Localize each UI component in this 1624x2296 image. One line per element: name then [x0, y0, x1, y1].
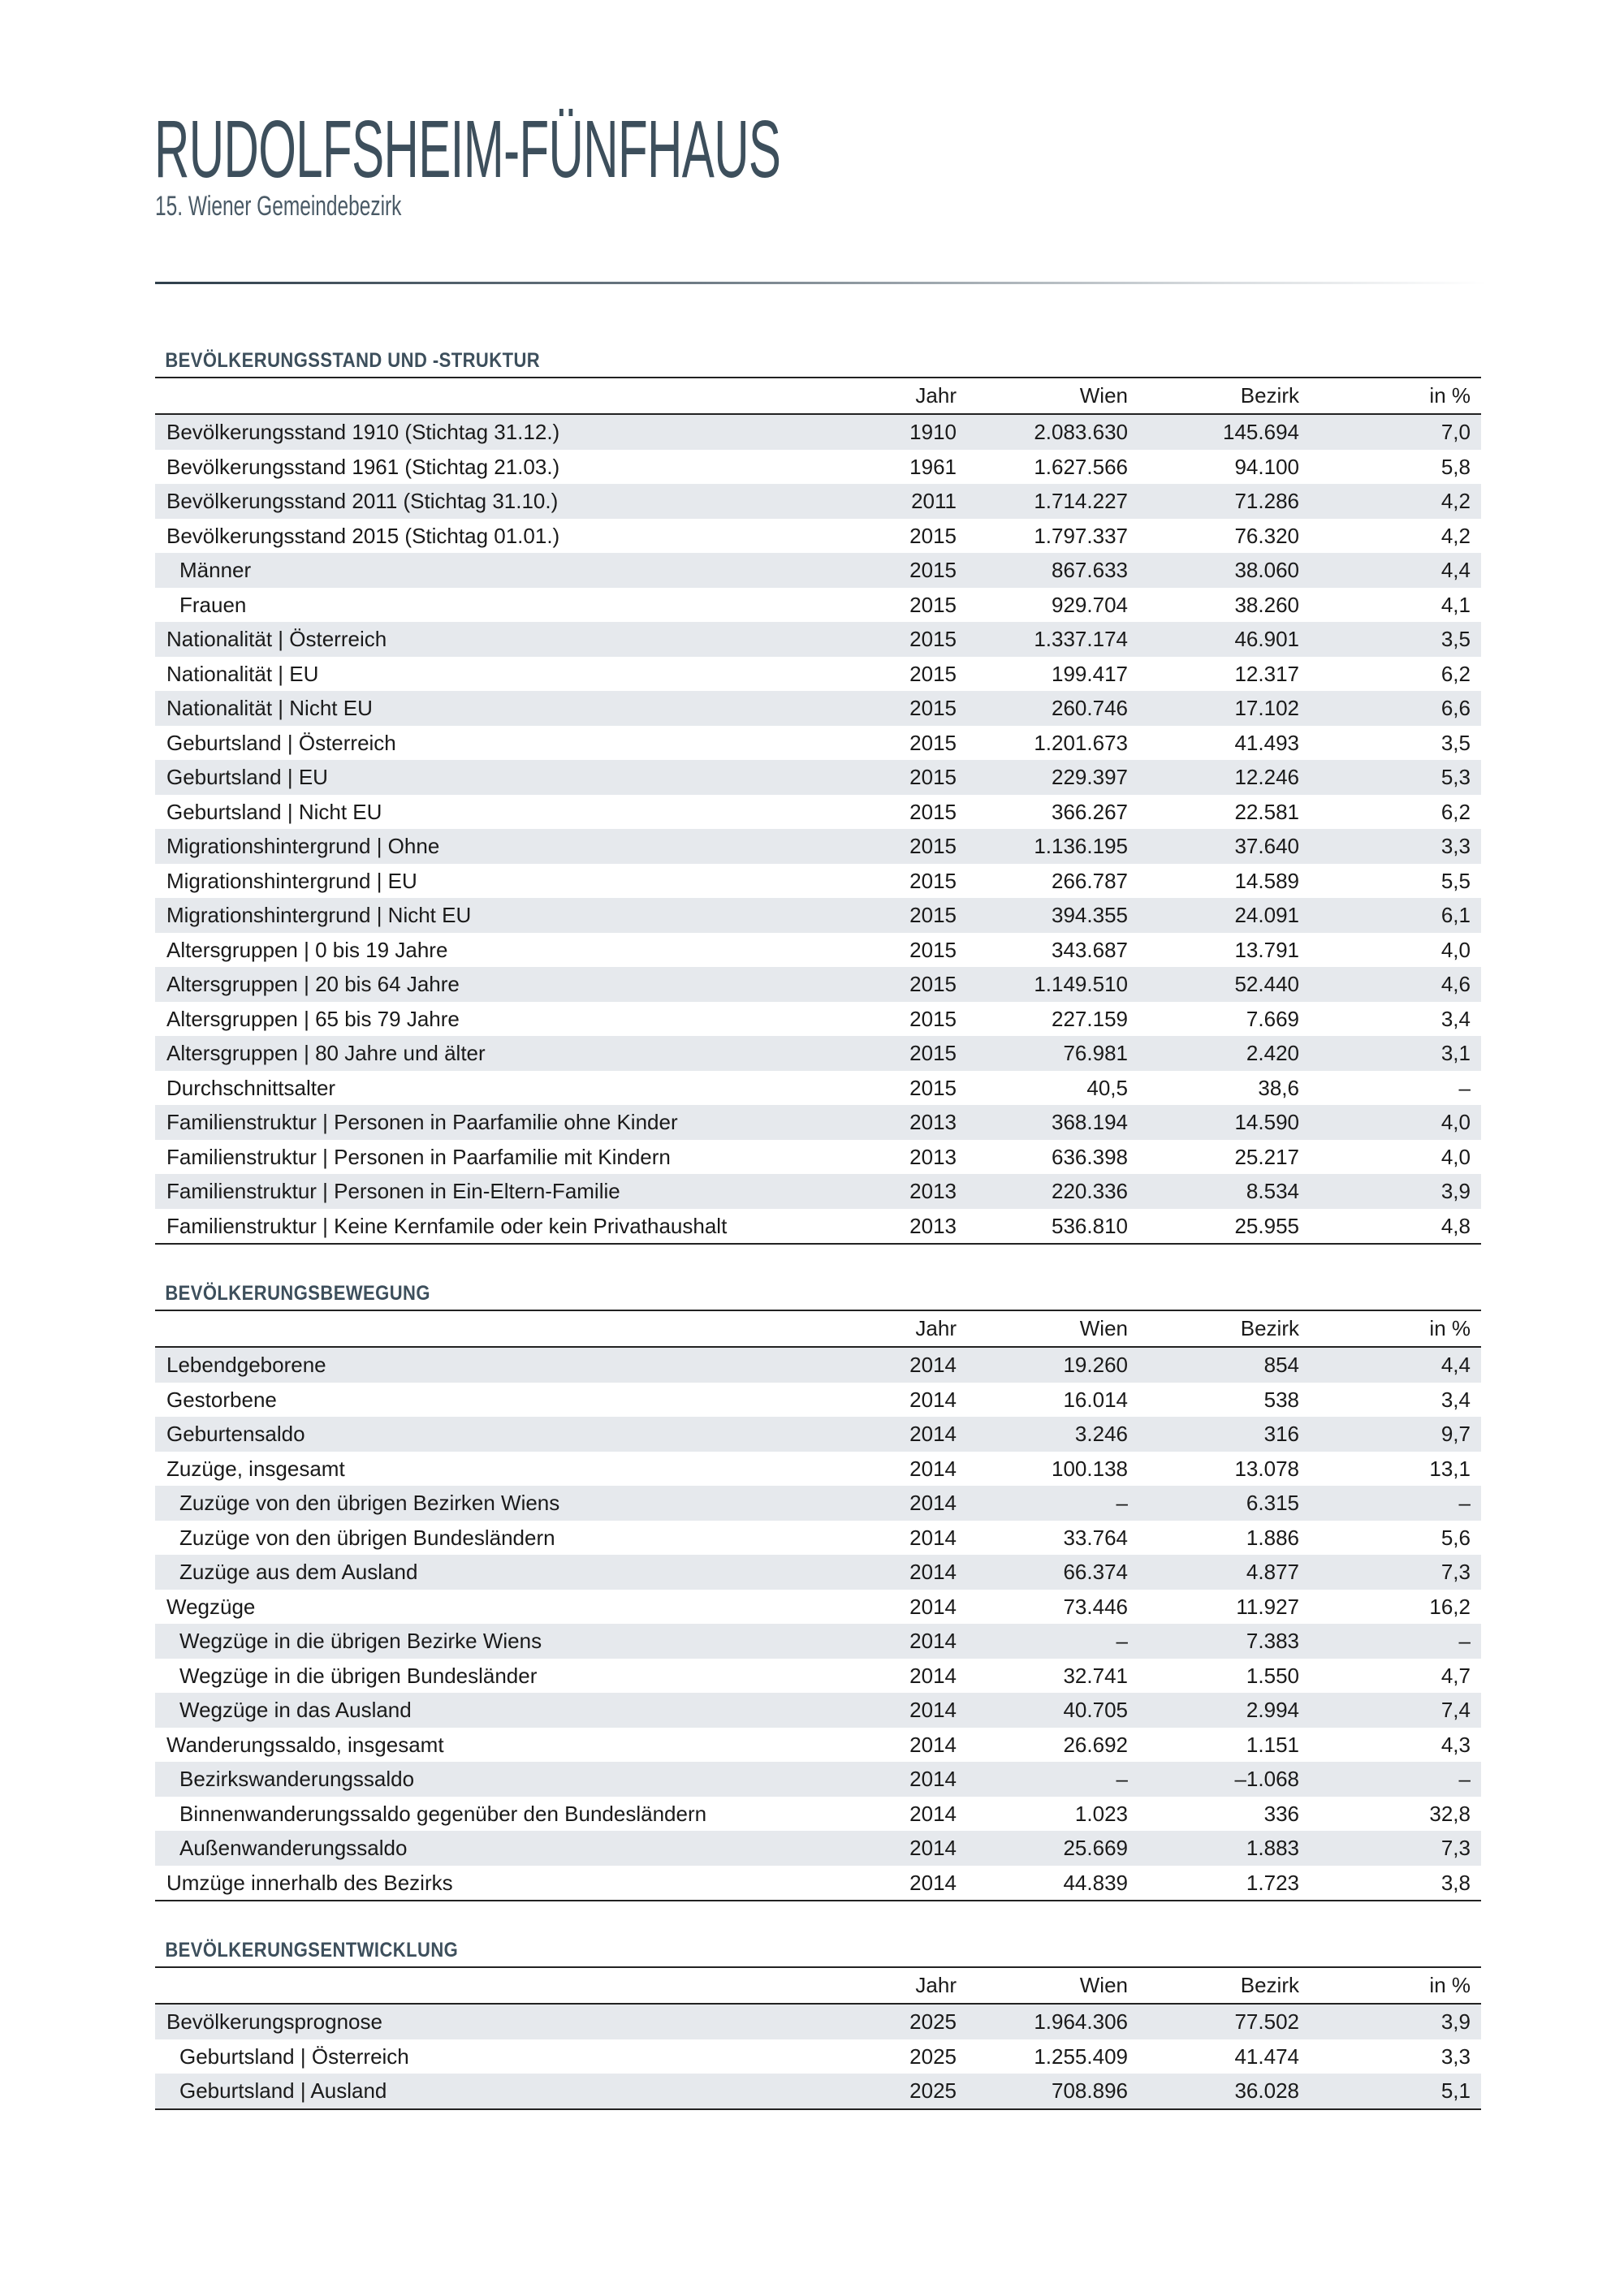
cell-year: 2015 — [909, 627, 957, 651]
cell-percent: 7,0 — [1440, 420, 1471, 444]
cell-bezirk: 52.440 — [1234, 972, 1299, 996]
row-label: Familienstruktur | Personen in Paarfamilie ohne Kinder — [166, 1110, 678, 1134]
row-label: Altersgruppen | 0 bis 19 Jahre — [166, 937, 448, 962]
table-row — [155, 1209, 1481, 1244]
row-label: Frauen — [179, 592, 247, 617]
cell-bezirk: 12.317 — [1234, 661, 1299, 686]
cell-percent: 32,8 — [1429, 1801, 1471, 1826]
section-0 — [155, 349, 1481, 1245]
row-label: Migrationshintergrund | EU — [166, 868, 417, 893]
cell-year: 2014 — [909, 1422, 957, 1446]
cell-year: 2014 — [909, 1663, 957, 1688]
column-header-wien: Wien — [1079, 1316, 1128, 1340]
cell-percent: 4,2 — [1440, 523, 1471, 548]
cell-wien: 199.417 — [1052, 661, 1128, 686]
cell-year: 2014 — [909, 1870, 957, 1895]
table-row — [155, 450, 1481, 485]
section-title: BEVÖLKERUNGSENTWICKLUNG — [165, 1939, 459, 1962]
cell-percent: 5,8 — [1440, 454, 1471, 479]
row-label: Wanderungssaldo, insgesamt — [166, 1732, 444, 1757]
cell-bezirk: 6.315 — [1246, 1491, 1299, 1515]
cell-bezirk: 13.791 — [1234, 937, 1299, 962]
cell-wien: 73.446 — [1063, 1594, 1128, 1619]
table-row — [155, 1728, 1481, 1763]
cell-percent: 3,8 — [1440, 1870, 1471, 1895]
cell-wien: 366.267 — [1052, 799, 1128, 824]
cell-percent: 4,0 — [1440, 1110, 1471, 1134]
cell-bezirk: 41.474 — [1234, 2044, 1299, 2069]
cell-percent: 3,5 — [1440, 730, 1471, 755]
table-row — [155, 484, 1481, 519]
cell-wien: 229.397 — [1052, 765, 1128, 789]
cell-wien: 1.255.409 — [1034, 2044, 1128, 2069]
row-label: Bevölkerungsprognose — [166, 2009, 382, 2034]
cell-wien: 16.014 — [1063, 1387, 1128, 1412]
cell-percent: 5,6 — [1440, 1525, 1471, 1550]
cell-percent: 3,9 — [1440, 1179, 1471, 1203]
cell-percent: 6,2 — [1440, 799, 1471, 824]
cell-percent: 6,1 — [1440, 903, 1471, 927]
cell-bezirk: 36.028 — [1234, 2078, 1299, 2103]
table-row — [155, 967, 1481, 1002]
cell-wien: 66.374 — [1063, 1560, 1128, 1584]
cell-year: 2014 — [909, 1456, 957, 1481]
cell-percent: – — [1458, 1767, 1471, 1791]
row-label: Bevölkerungsstand 2011 (Stichtag 31.10.) — [166, 489, 559, 513]
table-row — [155, 1521, 1481, 1556]
cell-year: 2015 — [909, 558, 957, 582]
cell-year: 2025 — [909, 2078, 957, 2103]
row-label: Bevölkerungsstand 1961 (Stichtag 21.03.) — [166, 454, 560, 479]
cell-bezirk: 145.694 — [1223, 420, 1299, 444]
table-row — [155, 2074, 1481, 2108]
table-row — [155, 2039, 1481, 2074]
cell-percent: 9,7 — [1440, 1422, 1471, 1446]
table-row — [155, 1659, 1481, 1694]
cell-bezirk: 1.550 — [1246, 1663, 1299, 1688]
cell-wien: 260.746 — [1052, 696, 1128, 720]
cell-year: 2015 — [909, 523, 957, 548]
cell-percent: 6,6 — [1440, 696, 1471, 720]
table-row — [155, 1555, 1481, 1590]
table-header — [155, 1311, 1481, 1348]
cell-wien: 368.194 — [1052, 1110, 1128, 1134]
row-label: Geburtsland | EU — [166, 765, 328, 789]
row-label: Geburtsland | Österreich — [166, 730, 396, 755]
cell-wien: 1.337.174 — [1034, 627, 1128, 651]
cell-percent: 5,3 — [1440, 765, 1471, 789]
table-row — [155, 829, 1481, 864]
column-header-percent: in % — [1429, 383, 1471, 408]
row-label: Wegzüge in die übrigen Bezirke Wiens — [179, 1629, 542, 1653]
table-row — [155, 1762, 1481, 1797]
cell-wien: 1.964.306 — [1034, 2009, 1128, 2034]
cell-year: 2015 — [909, 730, 957, 755]
column-header-bezirk: Bezirk — [1240, 383, 1299, 408]
cell-year: 2015 — [909, 1075, 957, 1100]
column-header-bezirk: Bezirk — [1240, 1973, 1299, 1997]
table-row — [155, 1866, 1481, 1901]
cell-wien: 26.692 — [1063, 1732, 1128, 1757]
cell-percent: 4,7 — [1440, 1663, 1471, 1688]
row-label: Bevölkerungsstand 1910 (Stichtag 31.12.) — [166, 420, 560, 444]
cell-percent: 3,5 — [1440, 627, 1471, 651]
cell-year: 2013 — [909, 1144, 957, 1169]
cell-percent: 3,1 — [1440, 1041, 1471, 1065]
row-label: Außenwanderungssaldo — [179, 1836, 408, 1860]
cell-bezirk: 46.901 — [1234, 627, 1299, 651]
cell-percent: 7,4 — [1440, 1698, 1471, 1722]
row-label: Nationalität | Nicht EU — [166, 696, 373, 720]
cell-bezirk: 71.286 — [1234, 489, 1299, 513]
table-row — [155, 760, 1481, 795]
cell-wien: 32.741 — [1063, 1663, 1128, 1688]
table-row — [155, 519, 1481, 554]
cell-bezirk: 25.955 — [1234, 1213, 1299, 1238]
table-row — [155, 1590, 1481, 1625]
table-row — [155, 1452, 1481, 1487]
table-row — [155, 1383, 1481, 1418]
cell-percent: 7,3 — [1440, 1560, 1471, 1584]
table-row — [155, 553, 1481, 588]
cell-year: 2013 — [909, 1179, 957, 1203]
cell-year: 2015 — [909, 834, 957, 858]
table-row — [155, 2005, 1481, 2039]
cell-percent: 4,8 — [1440, 1213, 1471, 1238]
cell-year: 2015 — [909, 661, 957, 686]
cell-bezirk: –1.068 — [1234, 1767, 1299, 1791]
cell-wien: 44.839 — [1063, 1870, 1128, 1895]
cell-wien: 394.355 — [1052, 903, 1128, 927]
cell-wien: 1.627.566 — [1034, 454, 1128, 479]
cell-bezirk: 24.091 — [1234, 903, 1299, 927]
cell-year: 2015 — [909, 937, 957, 962]
row-label: Nationalität | EU — [166, 661, 319, 686]
cell-bezirk: 1.151 — [1246, 1732, 1299, 1757]
cell-year: 2014 — [909, 1560, 957, 1584]
cell-wien: 40,5 — [1086, 1075, 1128, 1100]
table-header — [155, 1968, 1481, 2005]
cell-year: 1961 — [909, 454, 957, 479]
page-title: RUDOLFSHEIM-FÜNFHAUS — [154, 104, 781, 195]
cell-year: 2015 — [909, 868, 957, 893]
table-row — [155, 1417, 1481, 1452]
column-header-year: Jahr — [915, 1316, 957, 1340]
cell-bezirk: 2.420 — [1246, 1041, 1299, 1065]
cell-year: 2014 — [909, 1767, 957, 1791]
cell-bezirk: 7.669 — [1246, 1006, 1299, 1031]
cell-bezirk: 8.534 — [1246, 1179, 1299, 1203]
cell-year: 2015 — [909, 1006, 957, 1031]
cell-percent: 7,3 — [1440, 1836, 1471, 1860]
cell-percent: 16,2 — [1429, 1594, 1471, 1619]
cell-year: 2014 — [909, 1836, 957, 1860]
cell-year: 2025 — [909, 2044, 957, 2069]
cell-percent: 3,3 — [1440, 2044, 1471, 2069]
data-table — [155, 1966, 1481, 2110]
cell-wien: 19.260 — [1063, 1353, 1128, 1377]
row-label: Nationalität | Österreich — [166, 627, 387, 651]
column-header-bezirk: Bezirk — [1240, 1316, 1299, 1340]
table-row — [155, 1174, 1481, 1209]
row-label: Bevölkerungsstand 2015 (Stichtag 01.01.) — [166, 523, 560, 548]
row-label: Altersgruppen | 80 Jahre und älter — [166, 1041, 486, 1065]
cell-bezirk: 25.217 — [1234, 1144, 1299, 1169]
cell-percent: 5,1 — [1440, 2078, 1471, 2103]
row-label: Zuzüge, insgesamt — [166, 1456, 345, 1481]
cell-year: 2015 — [909, 1041, 957, 1065]
table-row — [155, 657, 1481, 692]
cell-percent: 5,5 — [1440, 868, 1471, 893]
cell-percent: 3,4 — [1440, 1006, 1471, 1031]
cell-wien: 1.714.227 — [1034, 489, 1128, 513]
cell-year: 2015 — [909, 765, 957, 789]
cell-wien: 76.981 — [1063, 1041, 1128, 1065]
cell-wien: 227.159 — [1052, 1006, 1128, 1031]
table-row — [155, 1140, 1481, 1175]
cell-wien: 867.633 — [1052, 558, 1128, 582]
table-row — [155, 1693, 1481, 1728]
header-divider — [155, 282, 1487, 284]
row-label: Familienstruktur | Keine Kernfamile oder kein Privathaushalt — [166, 1213, 728, 1238]
cell-percent: 4,0 — [1440, 937, 1471, 962]
cell-year: 2015 — [909, 696, 957, 720]
cell-wien: 343.687 — [1052, 937, 1128, 962]
table-row — [155, 1797, 1481, 1832]
column-header-percent: in % — [1429, 1973, 1471, 1997]
cell-year: 2014 — [909, 1525, 957, 1550]
table-row — [155, 933, 1481, 968]
row-label: Gestorbene — [166, 1387, 277, 1412]
cell-wien: 25.669 — [1063, 1836, 1128, 1860]
table-row — [155, 1624, 1481, 1659]
table-row — [155, 898, 1481, 933]
cell-bezirk: 7.383 — [1246, 1629, 1299, 1653]
cell-bezirk: 538 — [1263, 1387, 1299, 1412]
cell-wien: – — [1116, 1629, 1128, 1653]
cell-percent: 4,2 — [1440, 489, 1471, 513]
section-2 — [155, 1939, 1481, 2110]
cell-bezirk: 1.723 — [1246, 1870, 1299, 1895]
cell-percent: 4,4 — [1440, 558, 1471, 582]
table-row — [155, 588, 1481, 623]
cell-percent: 3,9 — [1440, 2009, 1471, 2034]
cell-bezirk: 11.927 — [1236, 1594, 1299, 1619]
row-label: Zuzüge von den übrigen Bezirken Wiens — [179, 1491, 560, 1515]
column-header-year: Jahr — [915, 383, 957, 408]
cell-wien: 220.336 — [1052, 1179, 1128, 1203]
cell-percent: 4,4 — [1440, 1353, 1471, 1377]
column-header-year: Jahr — [915, 1973, 957, 1997]
cell-bezirk: 76.320 — [1234, 523, 1299, 548]
cell-percent: – — [1458, 1491, 1471, 1515]
row-label: Migrationshintergrund | Nicht EU — [166, 903, 472, 927]
cell-bezirk: 37.640 — [1234, 834, 1299, 858]
cell-wien: 636.398 — [1052, 1144, 1128, 1169]
cell-year: 2015 — [909, 972, 957, 996]
cell-wien: 1.149.510 — [1034, 972, 1128, 996]
cell-year: 2014 — [909, 1801, 957, 1826]
cell-bezirk: 2.994 — [1246, 1698, 1299, 1722]
cell-bezirk: 38,6 — [1258, 1075, 1299, 1100]
table-row — [155, 1036, 1481, 1071]
table-row — [155, 1105, 1481, 1140]
row-label: Lebendgeborene — [166, 1353, 326, 1377]
cell-wien: 708.896 — [1052, 2078, 1128, 2103]
cell-year: 2014 — [909, 1491, 957, 1515]
cell-bezirk: 38.060 — [1234, 558, 1299, 582]
cell-wien: – — [1116, 1491, 1128, 1515]
section-title: BEVÖLKERUNGSBEWEGUNG — [165, 1282, 430, 1305]
table-row — [155, 1486, 1481, 1521]
column-header-wien: Wien — [1079, 383, 1128, 408]
table-row — [155, 864, 1481, 899]
column-header-percent: in % — [1429, 1316, 1471, 1340]
table-row — [155, 795, 1481, 830]
cell-bezirk: 14.589 — [1234, 868, 1299, 893]
cell-bezirk: 13.078 — [1234, 1456, 1299, 1481]
row-label: Wegzüge — [166, 1594, 256, 1619]
cell-bezirk: 316 — [1263, 1422, 1299, 1446]
row-label: Männer — [179, 558, 252, 582]
row-label: Binnenwanderungssaldo gegenüber den Bundesländern — [179, 1801, 707, 1826]
cell-wien: 1.201.673 — [1034, 730, 1128, 755]
cell-percent: 4,1 — [1440, 592, 1471, 617]
table-row — [155, 1071, 1481, 1106]
cell-percent: – — [1458, 1075, 1471, 1100]
cell-bezirk: 77.502 — [1234, 2009, 1299, 2034]
cell-wien: – — [1116, 1767, 1128, 1791]
row-label: Geburtsland | Nicht EU — [166, 799, 382, 824]
cell-percent: 4,0 — [1440, 1144, 1471, 1169]
cell-bezirk: 38.260 — [1234, 592, 1299, 617]
row-label: Familienstruktur | Personen in Ein-Eltern-Familie — [166, 1179, 620, 1203]
row-label: Wegzüge in das Ausland — [179, 1698, 412, 1722]
cell-wien: 1.023 — [1074, 1801, 1128, 1826]
cell-year: 2014 — [909, 1629, 957, 1653]
page-subtitle: 15. Wiener Gemeindebezirk — [155, 191, 402, 222]
row-label: Bezirkswanderungssaldo — [179, 1767, 415, 1791]
cell-bezirk: 854 — [1263, 1353, 1299, 1377]
row-label: Zuzüge von den übrigen Bundesländern — [179, 1525, 555, 1550]
section-1 — [155, 1282, 1481, 1901]
column-header-wien: Wien — [1079, 1973, 1128, 1997]
cell-bezirk: 22.581 — [1234, 799, 1299, 824]
data-table — [155, 377, 1481, 1245]
cell-percent: 4,3 — [1440, 1732, 1471, 1757]
section-title: BEVÖLKERUNGSSTAND UND -STRUKTUR — [165, 349, 541, 372]
cell-year: 2013 — [909, 1213, 957, 1238]
cell-percent: 13,1 — [1429, 1456, 1471, 1481]
cell-bezirk: 41.493 — [1234, 730, 1299, 755]
cell-year: 2014 — [909, 1353, 957, 1377]
cell-percent: 3,4 — [1440, 1387, 1471, 1412]
row-label: Wegzüge in die übrigen Bundesländer — [179, 1663, 538, 1688]
cell-wien: 2.083.630 — [1034, 420, 1128, 444]
table-row — [155, 1831, 1481, 1866]
cell-year: 2025 — [909, 2009, 957, 2034]
cell-bezirk: 336 — [1263, 1801, 1299, 1826]
cell-year: 2015 — [909, 592, 957, 617]
cell-percent: 6,2 — [1440, 661, 1471, 686]
row-label: Geburtsland | Österreich — [179, 2044, 409, 2069]
cell-wien: 33.764 — [1063, 1525, 1128, 1550]
cell-year: 2015 — [909, 799, 957, 824]
data-table — [155, 1310, 1481, 1901]
cell-year: 2015 — [909, 903, 957, 927]
row-label: Umzüge innerhalb des Bezirks — [166, 1870, 453, 1895]
cell-year: 2011 — [911, 489, 957, 513]
table-row — [155, 1002, 1481, 1037]
table-row — [155, 415, 1481, 450]
cell-wien: 266.787 — [1052, 868, 1128, 893]
cell-bezirk: 12.246 — [1234, 765, 1299, 789]
row-label: Altersgruppen | 65 bis 79 Jahre — [166, 1006, 460, 1031]
cell-bezirk: 94.100 — [1234, 454, 1299, 479]
cell-year: 2014 — [909, 1698, 957, 1722]
cell-bezirk: 1.883 — [1246, 1836, 1299, 1860]
row-label: Altersgruppen | 20 bis 64 Jahre — [166, 972, 460, 996]
table-header — [155, 378, 1481, 415]
table-row — [155, 1348, 1481, 1383]
cell-wien: 3.246 — [1074, 1422, 1128, 1446]
cell-percent: – — [1458, 1629, 1471, 1653]
cell-percent: 4,6 — [1440, 972, 1471, 996]
cell-wien: 40.705 — [1063, 1698, 1128, 1722]
row-label: Geburtensaldo — [166, 1422, 305, 1446]
row-label: Migrationshintergrund | Ohne — [166, 834, 440, 858]
cell-bezirk: 4.877 — [1246, 1560, 1299, 1584]
table-row — [155, 726, 1481, 761]
cell-wien: 929.704 — [1052, 592, 1128, 617]
cell-year: 2014 — [909, 1387, 957, 1412]
cell-bezirk: 17.102 — [1234, 696, 1299, 720]
cell-wien: 536.810 — [1052, 1213, 1128, 1238]
table-row — [155, 622, 1481, 657]
cell-year: 2014 — [909, 1732, 957, 1757]
cell-bezirk: 14.590 — [1234, 1110, 1299, 1134]
cell-year: 1910 — [909, 420, 957, 444]
cell-year: 2013 — [909, 1110, 957, 1134]
row-label: Familienstruktur | Personen in Paarfamilie mit Kindern — [166, 1144, 671, 1169]
table-row — [155, 691, 1481, 726]
cell-wien: 100.138 — [1052, 1456, 1128, 1481]
cell-percent: 3,3 — [1440, 834, 1471, 858]
cell-wien: 1.136.195 — [1034, 834, 1128, 858]
cell-year: 2014 — [909, 1594, 957, 1619]
row-label: Zuzüge aus dem Ausland — [179, 1560, 418, 1584]
row-label: Geburtsland | Ausland — [179, 2078, 387, 2103]
row-label: Durchschnittsalter — [166, 1075, 336, 1100]
cell-bezirk: 1.886 — [1246, 1525, 1299, 1550]
cell-wien: 1.797.337 — [1034, 523, 1128, 548]
